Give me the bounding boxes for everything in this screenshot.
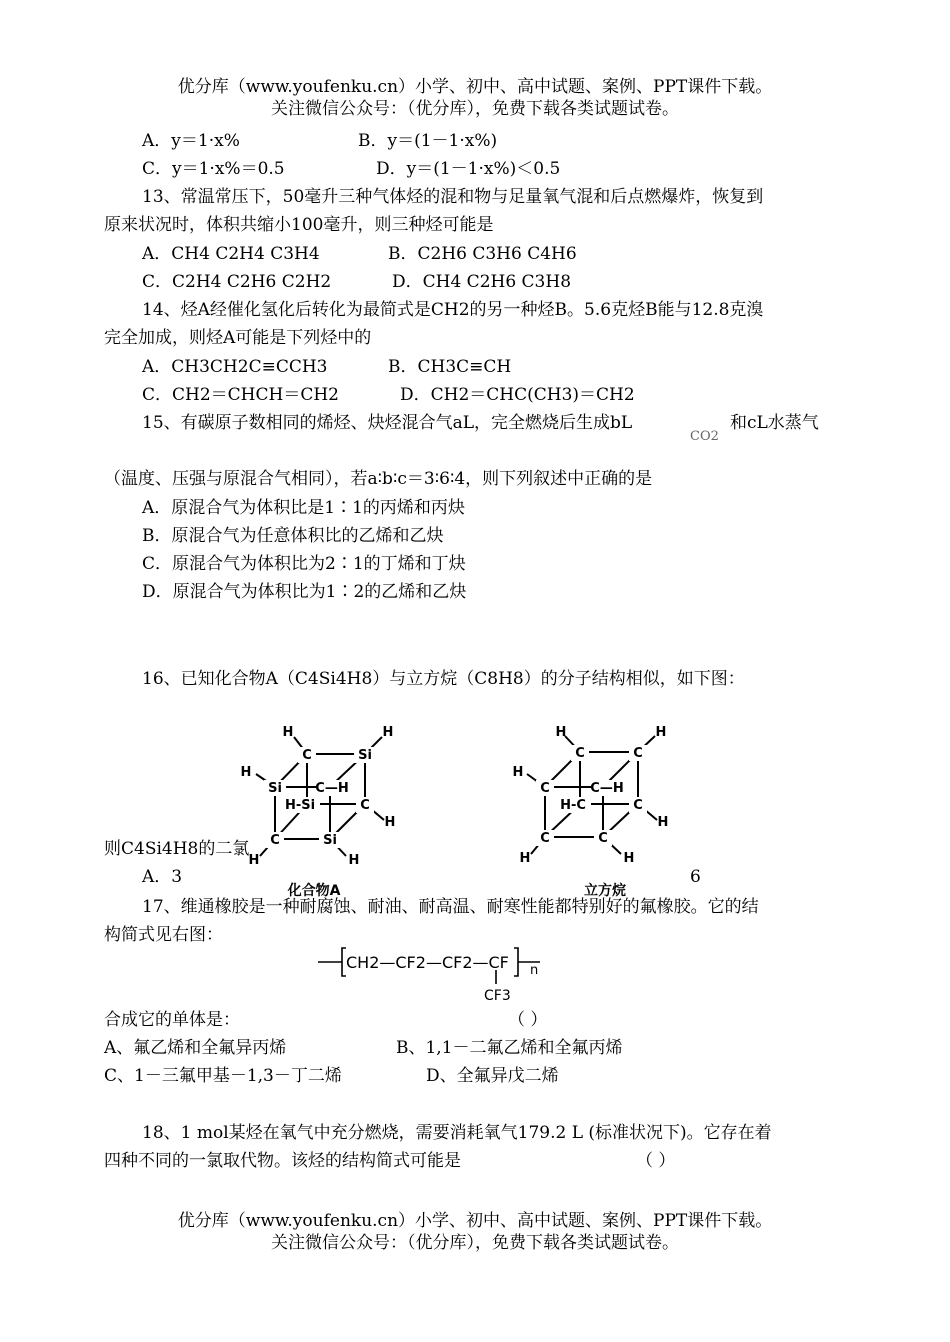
svg-text:H-C: H-C (560, 798, 586, 813)
svg-text:H: H (240, 765, 252, 780)
svg-text:H: H (657, 815, 669, 830)
svg-text:H: H (623, 851, 635, 866)
svg-text:H: H (348, 853, 360, 868)
q17-option-c: C、1－三氟甲基－1,3－丁二烯 (104, 1066, 342, 1086)
q13-option-c: C．C2H4 C2H6 C2H2 (142, 272, 332, 292)
compound-a-structure (232, 722, 432, 902)
viton-formula (318, 940, 558, 1006)
q12-option-c: C．y＝1·x%＝0.5 (142, 159, 285, 179)
formula-branch: CF3 (484, 988, 511, 1004)
svg-text:C: C (270, 833, 280, 848)
formula-n: n (530, 963, 539, 978)
q17-line-3: 合成它的单体是： (104, 1010, 240, 1030)
q15-line-1a: 15、有碳原子数相同的烯烃、炔烃混合气aL，完全燃烧后生成bL (142, 413, 633, 433)
svg-text:Si: Si (268, 781, 282, 796)
svg-text:H: H (519, 851, 531, 866)
header-line-2: 关注微信公众号：（优分库），免费下载各类试题试卷。 (271, 99, 679, 119)
svg-text:C: C (360, 798, 370, 813)
svg-text:Si: Si (323, 833, 337, 848)
q14-line-2: 完全加成，则烃A可能是下列烃中的 (104, 328, 372, 348)
svg-text:Si: Si (358, 748, 372, 763)
formula-main: CH2—CF2—CF2—CF (346, 953, 509, 972)
svg-text:H: H (512, 765, 524, 780)
header-line-1: 优分库（www.youfenku.cn）小学、初中、高中试题、案例、PPT课件下载。 (177, 77, 773, 97)
q18-line-1: 18、1 mol某烃在氧气中充分燃烧，需要消耗氧气179.2 L (标准状况下)。它存在着 (142, 1123, 772, 1143)
q12-option-d: D．y＝(1－1·x%)＜0.5 (376, 159, 561, 179)
svg-text:C: C (540, 781, 550, 796)
svg-text:C: C (633, 798, 643, 813)
q14-option-c: C．CH2＝CHCH＝CH2 (142, 385, 339, 405)
q15-line-1b: 和cL水蒸气 (730, 413, 819, 433)
q14-option-a: A．CH3CH2C≡CCH3 (142, 357, 328, 377)
svg-text:C—H: C—H (315, 781, 349, 796)
compound-a-label: 化合物A (287, 883, 341, 899)
q15-line-2: （温度、压强与原混合气相同），若a∶b∶c＝3∶6∶4，则下列叙述中正确的是 (104, 469, 653, 489)
footer-line-2: 关注微信公众号：（优分库），免费下载各类试题试卷。 (271, 1233, 679, 1253)
footer-line-1: 优分库（www.youfenku.cn）小学、初中、高中试题、案例、PPT课件下载。 (177, 1211, 773, 1231)
q14-option-b: B．CH3C≡CH (388, 357, 512, 377)
cubane-label: 立方烷 (584, 883, 626, 899)
q13-option-b: B．C2H6 C3H6 C4H6 (388, 244, 577, 264)
svg-text:H: H (555, 725, 567, 740)
q15-option-a: A．原混合气为体积比是1∶1的丙烯和丙炔 (142, 498, 465, 518)
q13-option-d: D．CH4 C2H6 C3H8 (392, 272, 572, 292)
q17-line-2: 构简式见右图： (104, 925, 223, 945)
svg-text:H: H (382, 725, 394, 740)
svg-text:H-Si: H-Si (284, 798, 316, 813)
svg-text:H: H (384, 815, 396, 830)
q18-line-2: 四种不同的一氯取代物。该烃的结构简式可能是 (104, 1151, 461, 1171)
svg-text:H: H (655, 725, 667, 740)
q16-option-a: A．3 (142, 867, 183, 887)
q12-option-a: A．y＝1·x% (142, 131, 240, 151)
svg-text:H: H (248, 853, 260, 868)
svg-text:C: C (302, 748, 312, 763)
q12-option-b: B．y＝(1－1·x%) (358, 131, 498, 151)
q13-option-a: A．CH4 C2H4 C3H4 (142, 244, 320, 264)
q15-option-c: C．原混合气为体积比为2∶1的丁烯和丁炔 (142, 554, 466, 574)
q14-line-1: 14、烃A经催化氢化后转化为最简式是CH2的另一种烃B。5.6克烃B能与12.8克溴 (142, 300, 764, 320)
q15-option-b: B．原混合气为任意体积比的乙烯和乙炔 (142, 526, 444, 546)
svg-text:C—H: C—H (590, 781, 624, 796)
svg-text:C: C (598, 831, 608, 846)
svg-text:C: C (633, 746, 643, 761)
svg-text:C: C (575, 746, 585, 761)
cubane-structure (505, 722, 695, 902)
svg-text:H: H (282, 725, 294, 740)
q16-option-d: 6 (690, 867, 701, 887)
q17-option-b: B、1,1－二氟乙烯和全氟丙烯 (396, 1038, 623, 1058)
q13-line-2: 原来状况时，体积共缩小100毫升，则三种烃可能是 (104, 215, 494, 235)
q15-option-d: D．原混合气为体积比为1∶2的乙烯和乙炔 (142, 582, 467, 602)
svg-text:C: C (540, 831, 550, 846)
q17-option-a: A、氟乙烯和全氟异丙烯 (104, 1038, 287, 1058)
q16-line-1: 16、已知化合物A（C4Si4H8）与立方烷（C8H8）的分子结构相似，如下图： (142, 669, 745, 689)
q16-line-2: 则C4Si4H8的二氯 (104, 839, 250, 859)
q17-line-1: 17、维通橡胶是一种耐腐蚀、耐油、耐高温、耐寒性能都特别好的氟橡胶。它的结 (142, 897, 759, 917)
q13-line-1: 13、常温常压下，50毫升三种气体烃的混和物与足量氧气混和后点燃爆炸，恢复到 (142, 187, 764, 207)
q17-answer-paren: （ ） (508, 1010, 548, 1030)
q17-option-d: D、全氟异戊二烯 (426, 1066, 559, 1086)
q15-co2: CO2 (690, 429, 719, 444)
q14-option-d: D．CH2＝CHC(CH3)＝CH2 (400, 385, 635, 405)
q18-answer-paren: （ ） (636, 1151, 676, 1171)
